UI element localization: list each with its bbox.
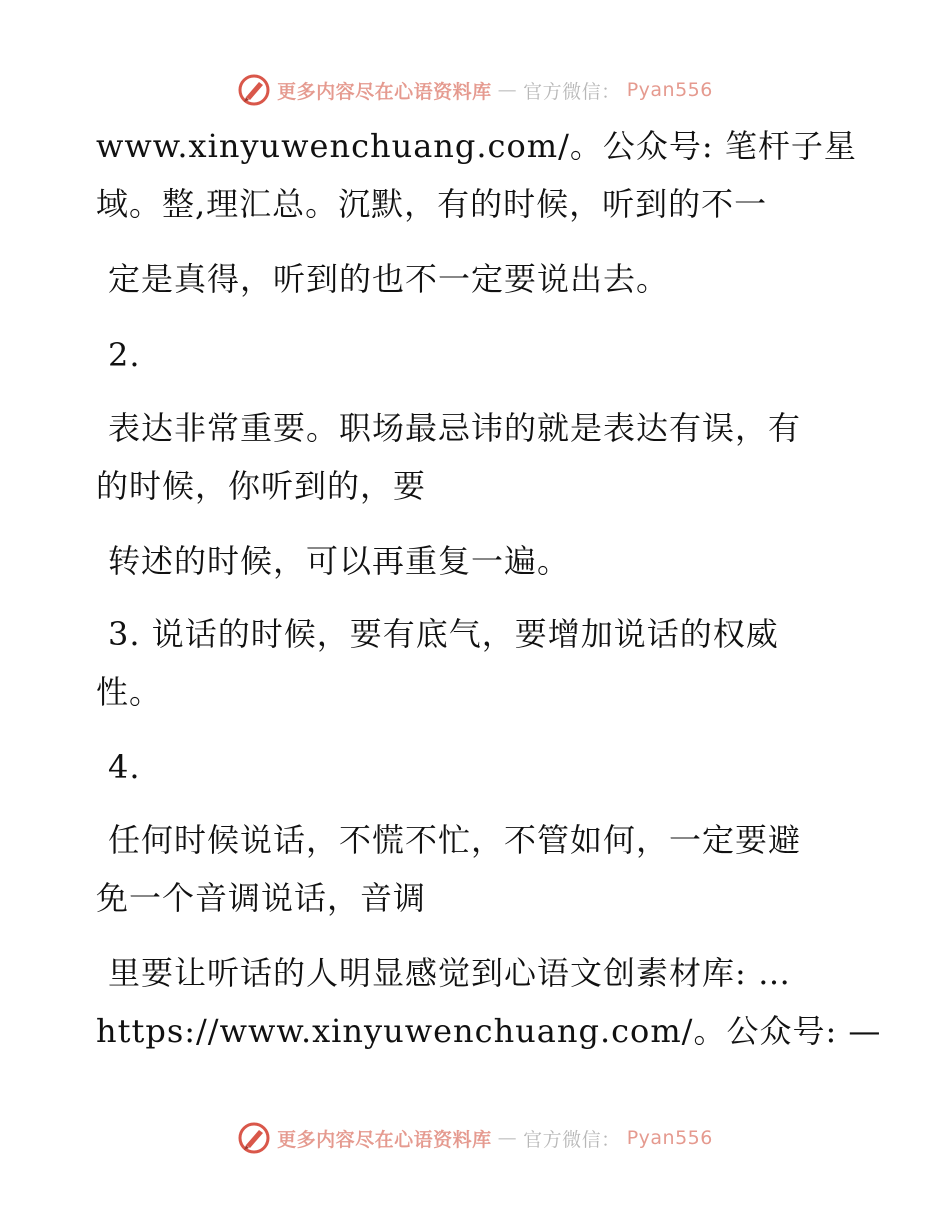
text-line: 转述的时候，可以再重复一遍。 (108, 542, 571, 580)
text-line: 里要让听话的人明显感觉到心语文创素材库: … (108, 954, 791, 992)
text-line: 定是真得，听到的也不一定要说出去。 (108, 260, 670, 298)
text-line: 的时候，你听到的，要 (96, 467, 427, 505)
footer-banner (0, 1118, 950, 1158)
text-line: 任何时候说话，不慌不忙，不管如何，一定要避 (108, 821, 802, 859)
text-line: 免一个音调说话，音调 (96, 879, 427, 917)
banner-title: 更多内容尽在心语资料库 (277, 80, 492, 103)
banner-separator: — (497, 79, 518, 101)
text-line: 2. (108, 336, 141, 374)
banner-contact-id: Pyan556 (626, 79, 713, 101)
text-line: 4. (108, 748, 141, 786)
text-line: 表达非常重要。职场最忌讳的就是表达有误，有 (108, 409, 802, 447)
banner-contact-label: 官方微信： (523, 80, 621, 103)
text-line: 性。 (96, 673, 163, 711)
banner-contact-label: 官方微信： (523, 1128, 621, 1151)
banner-contact-id: Pyan556 (626, 1127, 713, 1149)
text-line: 3. 说话的时候，要有底气，要增加说话的权威 (108, 615, 779, 653)
banner-separator: — (497, 1127, 518, 1149)
text-line: www.xinyuwenchuang.com/。公众号: 笔杆子星 (96, 127, 857, 165)
banner-title: 更多内容尽在心语资料库 (277, 1128, 492, 1151)
pen-logo-icon (237, 1121, 271, 1155)
text-line: 域。整,理汇总。沉默，有的时候，听到的不一 (96, 185, 768, 223)
text-line: https://www.xinyuwenchuang.com/。公众号: — (96, 1012, 882, 1050)
